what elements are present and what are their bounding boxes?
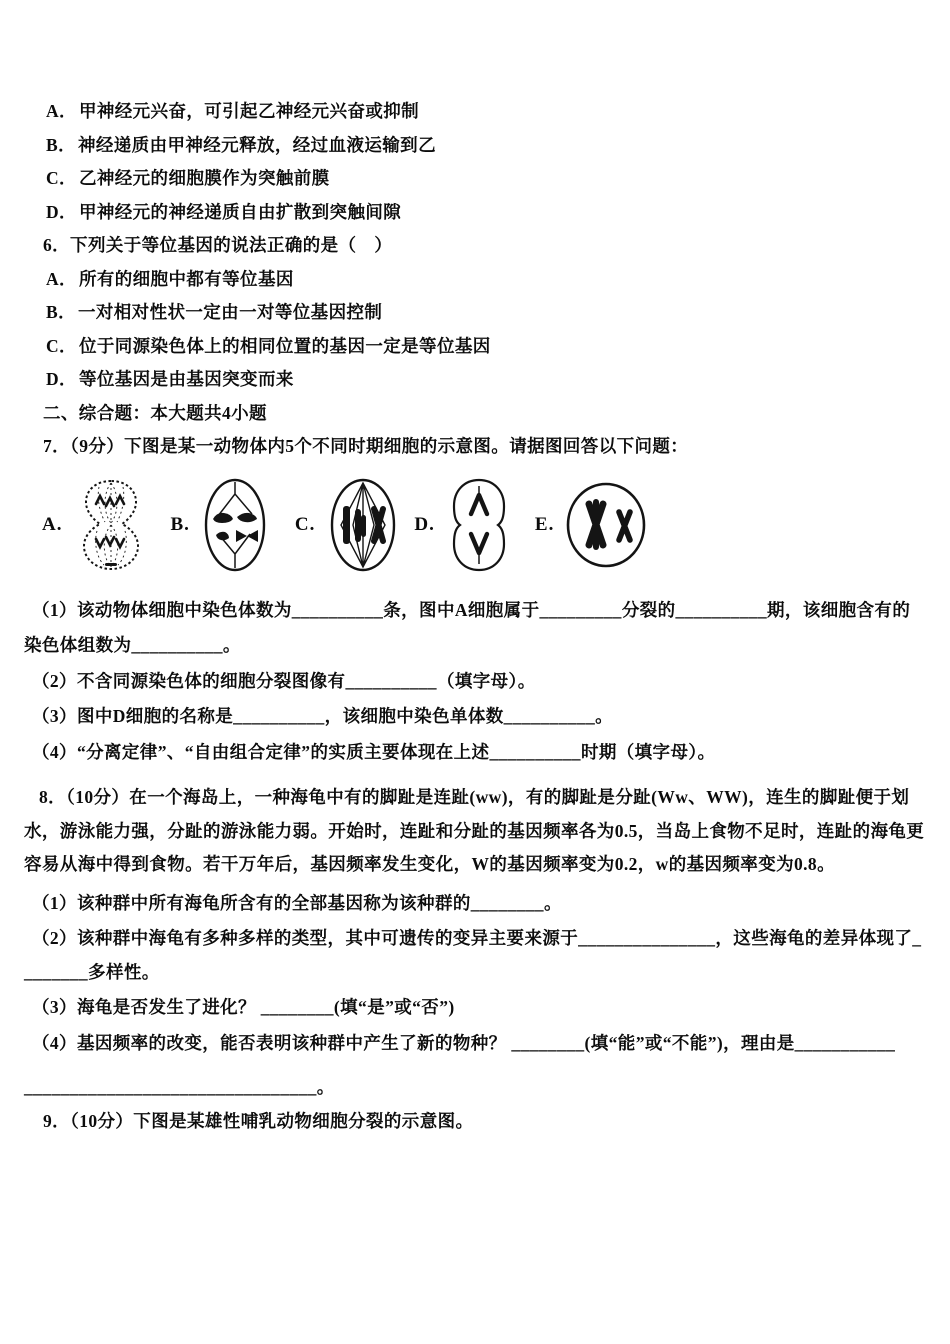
question-8-stem: 8．（10分）在一个海岛上，一种海龟中有的脚趾是连趾(ww)，有的脚趾是分趾(Ww、WW)，连生的脚趾便于划水，游泳能力强，分趾的游泳能力弱。开始时，连趾和分趾的基因频率各为0.5，当岛上食物不足时，连趾的海龟更容易从海中得到食物。若干万年后，基因频率发生变化，W的基因频率变为0.2，w的基因频率变为0.8。: [24, 787, 925, 874]
cell-e-metaphase2-diagram: [565, 481, 647, 569]
q7-part-3: （3）图中D细胞的名称是__________，该细胞中染色单体数__________。: [32, 706, 614, 726]
cell-a-label: A.: [42, 513, 63, 535]
cell-b-anaphase-diagram: [203, 477, 267, 573]
question-9-stem: 9．（10分）下图是某雄性哺乳动物细胞分裂的示意图。: [43, 1110, 474, 1131]
option-text: 神经递质由甲神经元释放，经过血液运输到乙: [77, 134, 436, 155]
cell-b-label: B.: [170, 513, 190, 535]
option-label: D．: [46, 369, 77, 389]
cell-e-label: E.: [534, 513, 555, 535]
option-text: 位于同源染色体上的相同位置的基因一定是等位基因: [78, 335, 491, 356]
option-label: B．: [46, 302, 76, 322]
option-text: 一对相对性状一定由一对等位基因控制: [77, 302, 383, 322]
q7-part-1: （1）该动物体细胞中染色体数为__________条，图中A细胞属于_________分裂的__________期，该细胞含有的染色体组数为__________。: [24, 599, 911, 655]
option-6C: [24, 330, 928, 364]
option-text: 甲神经元的神经递质自由扩散到突触间隙: [78, 201, 402, 222]
cell-d-label: D.: [414, 513, 435, 535]
q8-part-4: （4）基因频率的改变，能否表明该种群中产生了新的物种？ ________(填“能”或“不能”)，理由是___________: [32, 1032, 896, 1053]
q8-part-2: （2）该种群中海龟有多种多样的类型，其中可遗传的变异主要来源于_______________，这些海龟的差异体现了________多样性。: [24, 928, 922, 982]
option-label: C．: [46, 335, 77, 356]
option-label: A．: [46, 101, 77, 121]
section-2-title: 二、综合题：本大题共4小题: [43, 402, 267, 423]
cell-a-telophase-diagram: [77, 479, 145, 571]
option-label: D．: [46, 201, 77, 222]
cell-d-anaphase-pinched-diagram: [448, 477, 510, 573]
option-5C: [24, 162, 928, 196]
q7-part-4: （4）“分离定律”、“自由组合定律”的实质主要体现在上述__________时期（填字母）。: [32, 741, 716, 762]
option-6D: [24, 363, 928, 397]
q8-part-1: （1）该种群中所有海龟所含有的全部基因称为该种群的________。: [32, 892, 562, 913]
option-text: 等位基因是由基因突变而来: [78, 369, 294, 389]
question-7-parts: [24, 593, 928, 771]
q8-part-4-blank-line: ________________________________。: [24, 1077, 335, 1097]
q8-part-3: （3）海龟是否发生了进化？ ________(填“是”或“否”): [32, 997, 455, 1017]
question-7-stem: 7．（9分）下图是某一动物体内5个不同时期细胞的示意图。请据图回答以下问题：: [43, 436, 689, 456]
option-text: 乙神经元的细胞膜作为突触前膜: [78, 168, 330, 188]
option-6A: [24, 263, 928, 297]
option-5D: [24, 196, 928, 230]
option-5A: [24, 95, 928, 129]
cell-c-label: C.: [294, 513, 316, 535]
option-text: 所有的细胞中都有等位基因: [78, 268, 294, 289]
option-label: B．: [46, 134, 76, 155]
top-text-block: [24, 95, 928, 464]
q7-part-2: （2）不含同源染色体的细胞分裂图像有__________（填字母）。: [32, 670, 536, 691]
cell-c-metaphase-diagram: [330, 478, 396, 572]
option-6B: [24, 296, 928, 330]
question-8-parts: [24, 887, 928, 1105]
question-7-figure: [24, 471, 928, 579]
question-6-stem: 6．下列关于等位基因的说法正确的是（ ）: [43, 235, 393, 255]
option-label: A．: [46, 268, 77, 289]
option-label: C．: [46, 168, 77, 188]
option-5B: [24, 129, 928, 163]
option-text: 甲神经元兴奋，可引起乙神经元兴奋或抑制: [78, 101, 420, 121]
